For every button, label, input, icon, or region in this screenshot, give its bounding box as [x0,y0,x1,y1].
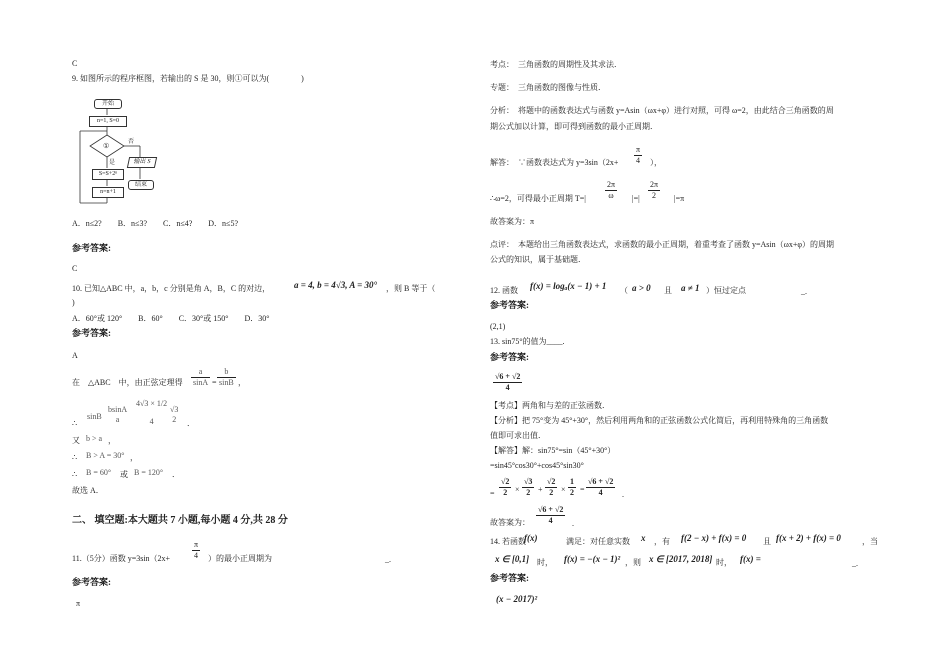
q11-line2-mid: |=| [632,194,640,203]
q11-jieda-frac: $\frac{\pi}{4}$ [636,145,641,165]
q14-text-b: 满足：对任意实数 [566,537,630,546]
q13-answer-label: 参考答案: [490,352,529,362]
q13-line-2: =sin45°cos30°+cos45°sin30° [490,461,584,470]
q14-domain-2: x ∈ [2017, 2018] [649,554,713,564]
q10-frac-4root3: 4√3 × 1/2 4 [136,399,168,426]
q12-answer: (2,1) [490,322,506,331]
q13-answer-frac: $\frac{√6 + √2}{4}$ [495,372,521,392]
q10-therefore-1: ∴ [72,419,78,428]
q10-line3-end: ． [187,419,195,428]
q11-zhuanti: 专题： 三角函数的图像与性质． [490,83,606,92]
q10-text-a: 10. 已知△ABC 中，a，b，c 分别是角 A，B，C 的对边， [72,284,271,293]
q14-fx-eq: f(x) = [740,554,761,564]
q11-fenxi-1: 分析： 将题中的函数表达式与函数 y=Asin（ωx+φ）进行对照，可得 ω=2，由此结合三角函数的周 [490,106,834,115]
q13-frac-root3-2: $\frac{√3}{2}$ [524,477,533,497]
q11-frac-2pi-2: $\frac{2\pi}{2}$ [650,180,659,200]
q14-text-a: 14. 若函数 [490,537,526,546]
q12-paren-open: （ [620,286,628,295]
q13-gudaan: 故答案为： [490,518,530,527]
q14-eq-3: f(x) = −(x − 1)² [564,554,621,564]
q13-gudaan-frac: $\frac{√6 + √2}{4}$ [538,505,564,525]
q10-B-120: B = 120° [134,468,164,477]
q10-B-gt-A: B > A = 30° [86,451,125,460]
q11-answer-label: 参考答案: [72,577,111,587]
q10-answer-label: 参考答案: [72,328,111,338]
q10-frac-a-sinA: $\frac{a}{\sin A}$ [193,367,209,387]
flow-end: 结束 [128,180,154,190]
flow-no: 否 [128,139,135,145]
q13-frac-root2-2-b: $\frac{√2}{2}$ [547,477,556,497]
q11-text-a: 11.（5分）函数 y=3sin（2x+ [72,554,171,563]
q12-formula: f(x) = logₐ(x − 1) + 1 [530,281,607,291]
q12-blank: _. [801,287,807,296]
q14-answer: (x − 2017)² [496,594,538,604]
q11-frac-2pi-omega: $\frac{2\pi}{\omega}$ [607,180,616,200]
q13-text: 13. sin75°的值为____. [490,337,565,346]
q13-eq: = [490,489,495,498]
q14-shi: 时， [537,558,553,567]
q11-frac-pi-4: $\frac{\pi}{4}$ [194,540,199,560]
q14-eq-2: f(x + 2) + f(x) = 0 [776,533,841,543]
q9-answer-label: 参考答案: [72,243,111,253]
flow-yes: 是 [109,160,116,166]
q14-and: 且 [763,537,771,546]
q11-text-b: ）的最小正周期为 [208,554,272,563]
q11-jieda-a: 解答： ∵函数表达式为 y=3sin（2x+ [490,158,619,167]
q11-gudaan: 故答案为：π [490,217,535,226]
q12-cond-1: a > 0 [632,283,651,293]
q13-eq-2: = [580,485,585,494]
q11-jieda-b: ）， [650,158,662,167]
section-fill-in-heading: 二、 填空题:本大题共 7 小题,每小题 4 分,共 28 分 [72,515,288,526]
q10-therefore-3: ∴ [72,470,78,479]
q11-kaodian: 考点： 三角函数的周期性及其求法． [490,60,622,69]
flow-condition: ① [103,142,110,150]
q10-sol-intro: 在 △ABC 中，由正弦定理得 [72,378,183,387]
q13-kaodian: 【考点】两角和与差的正弦函数． [490,401,610,410]
q12-text-b: ）恒过定点 [706,286,746,295]
q14-when: ，当 [862,537,878,546]
q9-answer: C [72,264,78,273]
q13-frac-root2-2-a: $\frac{√2}{2}$ [501,477,510,497]
q13-jieda: 【解答】解：sin75°=sin（45°+30°） [490,446,616,455]
q13-fenxi-2: 值即可求出值． [490,431,546,440]
q12-and: 且 [664,286,672,295]
q10-frac-root3-2: √3 2 [170,405,179,424]
q10-eq: = [212,378,217,387]
q10-sinB: sinB [87,412,102,421]
q10-B-60: B = 60° [86,468,112,477]
q12-answer-label: 参考答案: [490,300,529,310]
q14-domain-1: x ∈ [0,1] [495,554,530,564]
q11-answer: π [76,599,81,608]
q13-times-2: × [561,485,566,494]
q13-plus: + [538,485,543,494]
q14-eq-1: f(2 − x) + f(x) = 0 [681,533,747,543]
q14-blank: _. [852,559,858,568]
q10-formula: a = 4, b = 4√3, A = 30° [294,280,378,290]
q13-frac-result: $\frac{√6 + √2}{4}$ [588,477,614,497]
flow-update-s: S=S+2ⁿ [92,169,124,180]
q11-line2-a: ∴ω=2，可得最小正周期 T=| [490,194,586,203]
q9-text: 9. 如图所示的程序框图，若输出的 S 是 30，则①可以为( ) [72,74,304,83]
q14-x: x [641,533,646,543]
q10-close-paren: ) [72,298,75,307]
q10-frac-b-sinB: $\frac{b}{\sin B}$ [219,367,234,387]
q11-dianping-2: 公式的知识，属于基础题． [490,255,586,264]
q10-also: 又 [72,436,80,445]
q13-frac-1-2: $\frac{1}{2}$ [570,477,574,497]
flow-update-n: n=n+1 [92,187,124,198]
q14-answer-label: 参考答案: [490,573,529,583]
q13-times-1: × [515,485,520,494]
q10-b-gt-a: b > a [86,434,103,443]
q13-gudaan-dot: . [572,519,574,528]
q11-dianping-1: 点评： 本题给出三角函数表达式，求函数的最小正周期，着重考查了函数 y=Asin（ωx+φ）的周期 [490,240,835,249]
q10-answer: A [72,351,78,360]
q12-text-a: 12. 函数 [490,286,518,295]
q10-text-b: ，则 B 等于（ [386,284,436,293]
q10-or: 或 [120,470,128,479]
q11-fenxi-2: 期公式加以计算，即可得到函数的最小正周期． [490,122,658,131]
q9-options: A．n≤2? B．n≤3? C．n≤4? D．n≤5? [72,219,238,228]
q10-comma: ， [238,378,246,387]
flow-start: 开始 [94,99,122,109]
q10-comma-2: ， [108,436,116,445]
q10-dot: ． [172,470,180,479]
q14-shi-2: 时， [716,558,732,567]
q14-comma: ，有 [654,537,670,546]
flow-output: 输出 S [127,157,157,168]
q14-fx: f(x) [524,533,538,543]
q11-line2-end: |=π [674,194,685,203]
q10-conclusion: 故选 A． [72,486,104,495]
q12-cond-2: a ≠ 1 [681,283,700,293]
q10-frac-bsinA-a: bsinA a [108,405,128,424]
q10-comma-3: ， [130,453,138,462]
q10-options: A．60°或 120° B．60° C．30°或 150° D．30° [72,314,270,323]
q11-blank: _. [385,555,391,564]
q13-fenxi-1: 【分析】把 75°变为 45°+30°，然后利用两角和的正弦函数公式化简后，再利用特殊角的三角函数 [490,416,829,425]
q13-dot: . [622,490,624,499]
q10-therefore-2: ∴ [72,453,78,462]
q14-ze: ，则 [625,558,641,567]
prev-answer: C [72,59,78,68]
flow-init: n=1, S=0 [89,116,127,127]
